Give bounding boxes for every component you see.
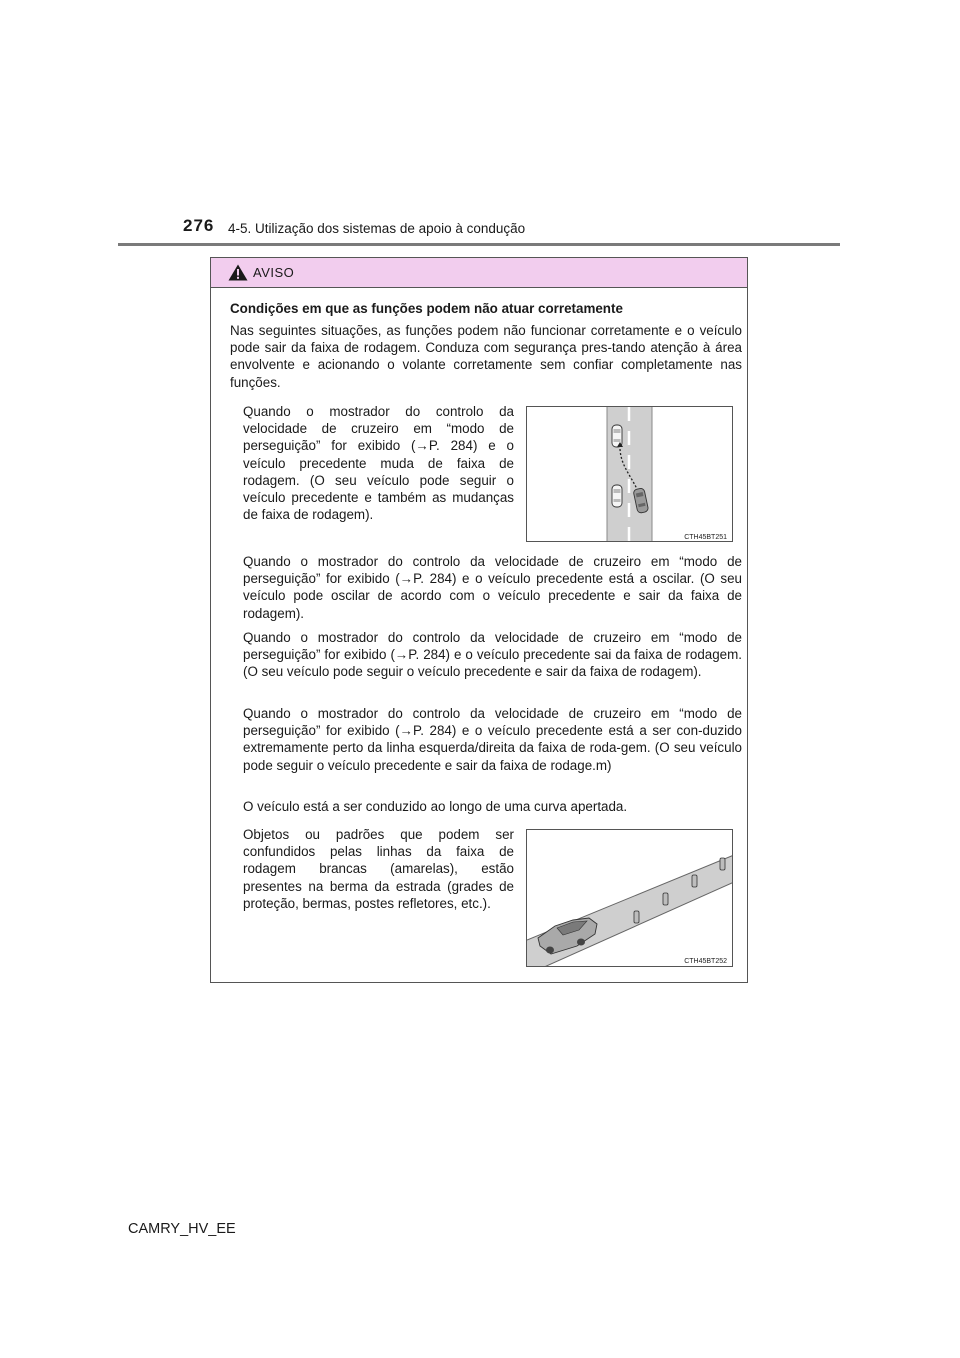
- figure-code: CTH45BT251: [684, 534, 727, 541]
- road-posts-figure: [526, 829, 733, 967]
- warning-box: [210, 257, 748, 983]
- warning-subheading: Condições em que as funções podem não atuar corretamente: [230, 301, 623, 316]
- warning-header: [211, 258, 747, 288]
- warning-item: Quando o mostrador do controlo da velocidade de cruzeiro em “modo de perseguição” for exibido (→P. 284) e o veículo precedente sai da faixa de rodagem. (O seu veículo pode seguir o veículo precedente e sair da faixa de rodagem).: [243, 630, 742, 680]
- warning-item: Quando o mostrador do controlo da velocidade de cruzeiro em “modo de perseguição” for exibido (→P. 284) e o veículo precedente está a oscilar. (O seu veículo pode oscilar de acordo com o veículo precedente e sair da faixa de rodagem).: [243, 554, 742, 621]
- lane-change-illustration: [527, 407, 733, 542]
- header-divider: [118, 243, 840, 246]
- warning-intro: Nas seguintes situações, as funções podem não funcionar corretamente e o veículo pode sair da faixa de rodagem. Conduza com segurança pres-tando atenção à área envolvente e acionando o volante corretamente sem confiar completamente nas funções.: [230, 323, 742, 390]
- footer-model-label: CAMRY_HV_EE: [128, 1221, 236, 1237]
- lane-change-figure: [526, 406, 733, 542]
- page-number: 276: [183, 216, 215, 235]
- warning-label: AVISO: [253, 265, 295, 280]
- section-title: 4-5. Utilização dos sistemas de apoio à condução: [228, 221, 526, 236]
- figure-code: CTH45BT252: [684, 958, 727, 965]
- warning-item: O veículo está a ser conduzido ao longo de uma curva apertada.: [243, 799, 628, 814]
- warning-triangle-icon: [228, 264, 248, 281]
- warning-item: Quando o mostrador do controlo da velocidade de cruzeiro em “modo de perseguição” for exibido (→P. 284) e o veículo precedente está a ser con-duzido extremamente perto da linha esquerda/direita da faixa de roda-gem. (O seu veículo pode seguir o veículo precedente e sair da faixa de rodage.m): [243, 706, 742, 773]
- road-posts-illustration: [527, 830, 733, 967]
- warning-item: Objetos ou padrões que podem ser confundidos pelas linhas da faixa de rodagem brancas (amarelas), estão presentes na berma da estrada (grades de proteção, bermas, postes refletores, etc.).: [243, 827, 514, 911]
- warning-item: Quando o mostrador do controlo da velocidade de cruzeiro em “modo de perseguição” for exibido (→P. 284) e o veículo precedente muda de faixa de rodagem. (O seu veículo pode seguir o veículo precedente e também as mudanças de faixa de rodagem).: [243, 404, 514, 523]
